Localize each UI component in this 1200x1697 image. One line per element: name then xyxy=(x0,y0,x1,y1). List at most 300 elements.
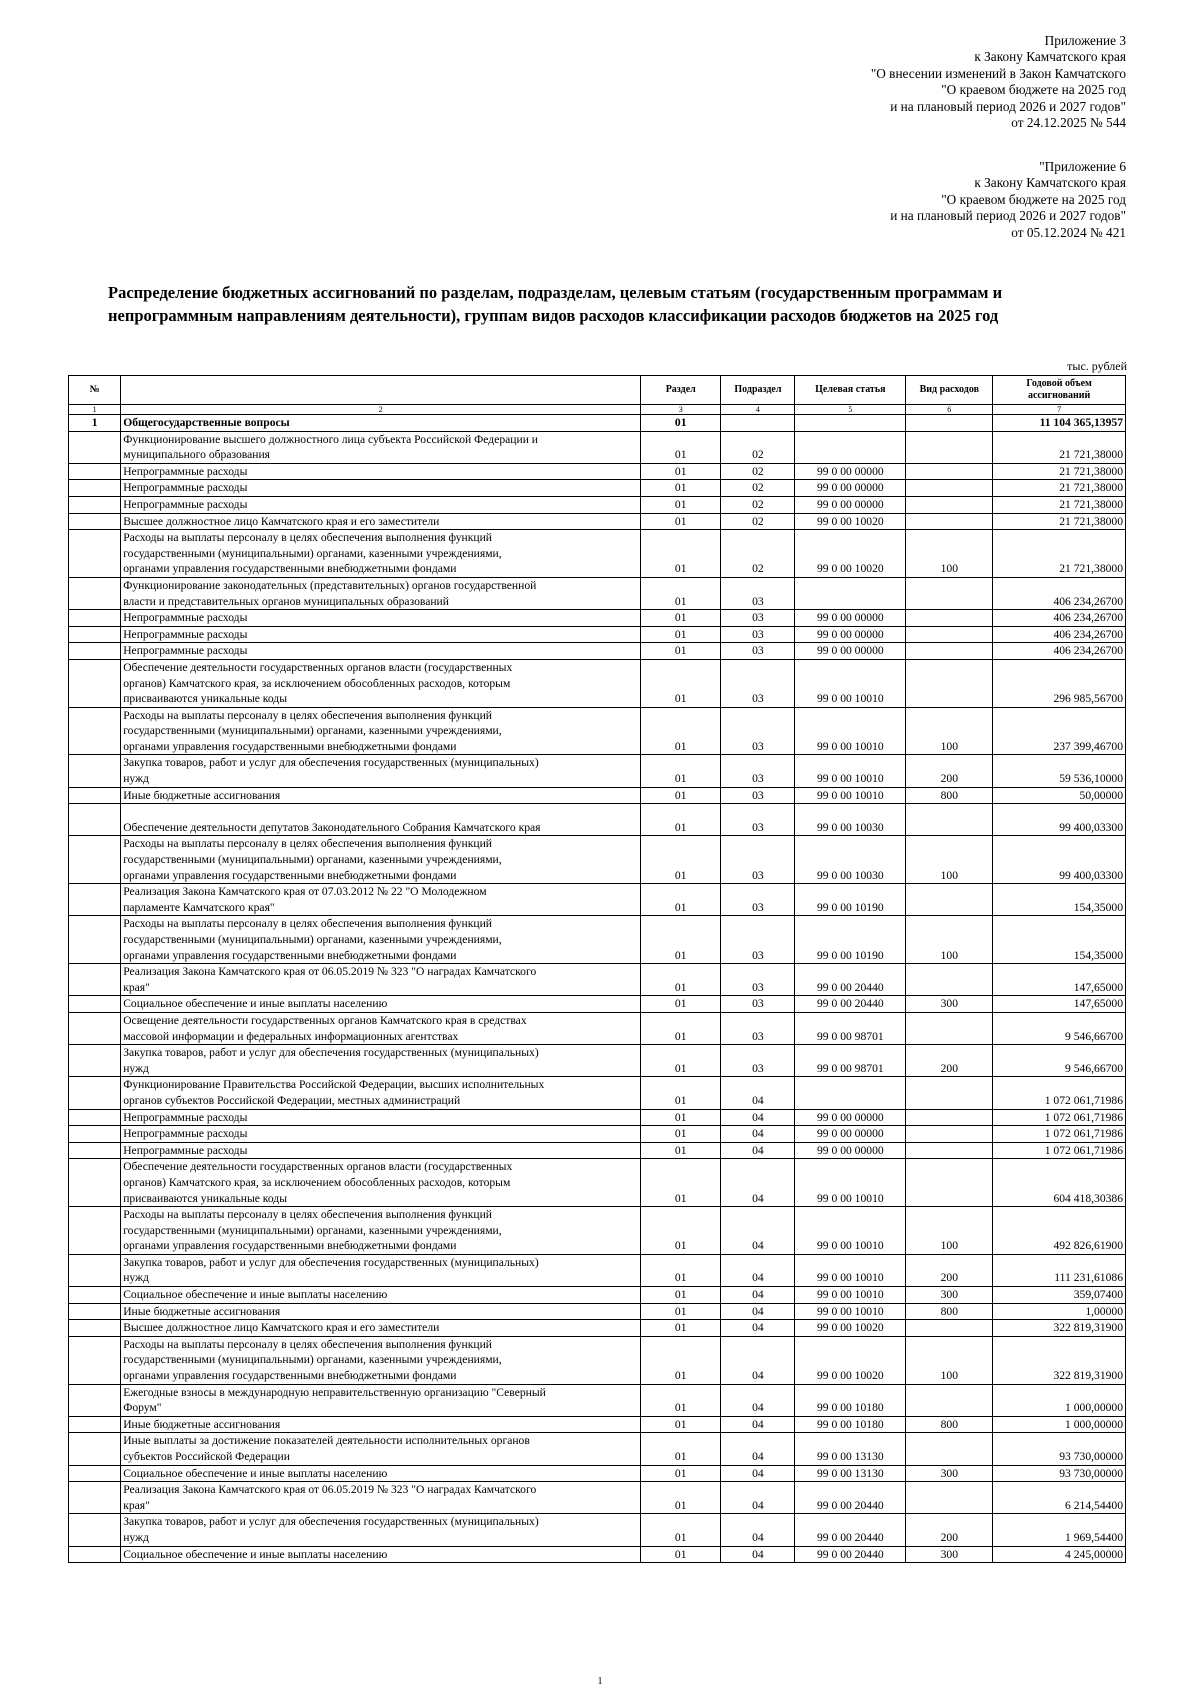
row-name-line: присваиваются уникальные коды xyxy=(123,692,287,706)
row-name xyxy=(121,415,641,432)
row-number xyxy=(69,643,121,660)
row-razdel: 01 xyxy=(640,1077,720,1109)
row-razdel: 01 xyxy=(640,1514,720,1546)
row-razdel: 01 xyxy=(640,496,720,513)
row-amount: 359,07400 xyxy=(993,1287,1126,1304)
row-name-line: Расходы на выплаты персоналу в целях обеспечения выполнения функций xyxy=(123,1208,493,1222)
row-amount: 1 072 061,71986 xyxy=(993,1126,1126,1143)
row-razdel: 01 xyxy=(640,480,720,497)
row-podrazdel: 02 xyxy=(721,463,795,480)
header-line: и на плановый период 2026 и 2027 годов" xyxy=(890,98,1126,114)
row-target-article: 99 0 00 98701 xyxy=(795,1045,906,1077)
row-name-line: Обеспечение деятельности государственных органов власти (государственных xyxy=(123,660,513,674)
row-expense-type xyxy=(906,1320,993,1337)
row-name-line xyxy=(123,804,638,820)
row-target-article: 99 0 00 10180 xyxy=(795,1384,906,1416)
row-name-line: Иные бюджетные ассигнования xyxy=(123,1304,281,1318)
row-expense-type xyxy=(906,804,993,836)
row-podrazdel: 02 xyxy=(721,431,795,463)
row-name xyxy=(121,1012,641,1044)
row-name xyxy=(121,964,641,996)
row-name-line: муниципального образования xyxy=(123,448,270,462)
row-target-article xyxy=(795,431,906,463)
row-number xyxy=(69,755,121,787)
table-header-row xyxy=(69,376,1126,405)
row-number xyxy=(69,1109,121,1126)
row-name-line: нужд xyxy=(123,1271,149,1285)
row-name xyxy=(121,1159,641,1207)
row-target-article: 99 0 00 10010 xyxy=(795,1287,906,1304)
row-name xyxy=(121,1045,641,1077)
row-expense-type: 200 xyxy=(906,1514,993,1546)
row-amount: 1 072 061,71986 xyxy=(993,1109,1126,1126)
header-line: к Закону Камчатского края xyxy=(974,49,1126,65)
row-name xyxy=(121,1142,641,1159)
row-number xyxy=(69,480,121,497)
row-expense-type xyxy=(906,577,993,609)
row-razdel: 01 xyxy=(640,1012,720,1044)
row-name-line: Непрограммные расходы xyxy=(123,481,248,495)
row-podrazdel: 03 xyxy=(721,836,795,884)
row-expense-type: 800 xyxy=(906,1416,993,1433)
row-number xyxy=(69,996,121,1013)
row-razdel: 01 xyxy=(640,463,720,480)
row-name xyxy=(121,1546,641,1563)
row-amount: 1 000,00000 xyxy=(993,1416,1126,1433)
row-podrazdel: 03 xyxy=(721,707,795,755)
row-amount: 11 104 365,13957 xyxy=(993,415,1126,432)
row-name xyxy=(121,1254,641,1286)
row-target-article: 99 0 00 13130 xyxy=(795,1433,906,1465)
row-name-line: нужд xyxy=(123,772,149,786)
row-razdel: 01 xyxy=(640,1546,720,1563)
row-razdel: 01 xyxy=(640,1303,720,1320)
row-name-line: Непрограммные расходы xyxy=(123,497,248,511)
row-podrazdel: 03 xyxy=(721,996,795,1013)
row-target-article: 99 0 00 10180 xyxy=(795,1416,906,1433)
row-podrazdel: 03 xyxy=(721,964,795,996)
row-target-article: 99 0 00 00000 xyxy=(795,463,906,480)
row-name xyxy=(121,884,641,916)
row-amount: 154,35000 xyxy=(993,884,1126,916)
row-razdel: 01 xyxy=(640,1142,720,1159)
row-podrazdel: 03 xyxy=(721,626,795,643)
row-name-line: Непрограммные расходы xyxy=(123,611,248,625)
row-name xyxy=(121,610,641,627)
row-amount: 604 418,30386 xyxy=(993,1159,1126,1207)
row-name xyxy=(121,496,641,513)
row-expense-type xyxy=(906,415,993,432)
row-number xyxy=(69,463,121,480)
row-number xyxy=(69,787,121,804)
row-expense-type xyxy=(906,1433,993,1465)
row-number xyxy=(69,626,121,643)
row-amount: 21 721,38000 xyxy=(993,480,1126,497)
row-name xyxy=(121,1320,641,1337)
row-expense-type: 100 xyxy=(906,1336,993,1384)
row-name-line: Непрограммные расходы xyxy=(123,1110,248,1124)
table-row xyxy=(69,996,1126,1013)
col-header-num: № xyxy=(69,376,121,405)
row-amount: 6 214,54400 xyxy=(993,1482,1126,1514)
row-podrazdel: 03 xyxy=(721,804,795,836)
row-number xyxy=(69,1077,121,1109)
table-row xyxy=(69,836,1126,884)
row-razdel: 01 xyxy=(640,1254,720,1286)
row-razdel: 01 xyxy=(640,659,720,707)
table-row xyxy=(69,431,1126,463)
row-expense-type xyxy=(906,964,993,996)
row-target-article: 99 0 00 10010 xyxy=(795,755,906,787)
row-expense-type xyxy=(906,1159,993,1207)
row-amount: 1,00000 xyxy=(993,1303,1126,1320)
row-number xyxy=(69,1433,121,1465)
row-name-line: присваиваются уникальные коды xyxy=(123,1191,287,1205)
col-number: 2 xyxy=(121,405,641,415)
table-row xyxy=(69,1465,1126,1482)
row-expense-type xyxy=(906,626,993,643)
row-razdel: 01 xyxy=(640,1159,720,1207)
row-podrazdel: 04 xyxy=(721,1077,795,1109)
row-name-line: органов субъектов Российской Федерации, местных администраций xyxy=(123,1093,461,1107)
row-name-line: власти и представительных органов муниципальных образований xyxy=(123,594,449,608)
row-expense-type xyxy=(906,1482,993,1514)
row-razdel: 01 xyxy=(640,916,720,964)
row-expense-type: 100 xyxy=(906,1207,993,1255)
row-podrazdel: 04 xyxy=(721,1482,795,1514)
col-number: 1 xyxy=(69,405,121,415)
row-name xyxy=(121,707,641,755)
table-row xyxy=(69,1159,1126,1207)
table-row xyxy=(69,1142,1126,1159)
header-line: к Закону Камчатского края xyxy=(974,175,1126,191)
row-target-article: 99 0 00 10010 xyxy=(795,1303,906,1320)
row-podrazdel: 04 xyxy=(721,1465,795,1482)
row-razdel: 01 xyxy=(640,431,720,463)
row-expense-type xyxy=(906,463,993,480)
row-name-line: Освещение деятельности государственных органов Камчатского края в средствах xyxy=(123,1013,527,1027)
row-expense-type: 100 xyxy=(906,707,993,755)
table-row xyxy=(69,1303,1126,1320)
row-razdel: 01 xyxy=(640,804,720,836)
row-podrazdel: 03 xyxy=(721,787,795,804)
row-podrazdel: 04 xyxy=(721,1546,795,1563)
row-number xyxy=(69,1012,121,1044)
table-row xyxy=(69,1546,1126,1563)
row-name xyxy=(121,1303,641,1320)
row-name-line: Обеспечение деятельности государственных органов власти (государственных xyxy=(123,1160,513,1174)
row-podrazdel: 04 xyxy=(721,1254,795,1286)
row-name-line: Высшее должностное лицо Камчатского края и его заместители xyxy=(123,514,440,528)
row-amount: 21 721,38000 xyxy=(993,530,1126,578)
row-name-line: парламенте Камчатского края" xyxy=(123,900,275,914)
row-amount: 111 231,61086 xyxy=(993,1254,1126,1286)
row-target-article xyxy=(795,1077,906,1109)
row-expense-type: 300 xyxy=(906,996,993,1013)
table-row xyxy=(69,1207,1126,1255)
row-target-article: 99 0 00 00000 xyxy=(795,480,906,497)
row-name-line: Реализация Закона Камчатского края от 06.05.2019 № 323 "О наградах Камчатского xyxy=(123,965,537,979)
row-name xyxy=(121,804,641,836)
budget-table xyxy=(68,375,1126,1563)
table-row xyxy=(69,1045,1126,1077)
row-number: 1 xyxy=(69,415,121,432)
row-expense-type xyxy=(906,610,993,627)
row-expense-type: 200 xyxy=(906,1045,993,1077)
table-row xyxy=(69,1482,1126,1514)
row-amount: 322 819,31900 xyxy=(993,1320,1126,1337)
row-name xyxy=(121,1482,641,1514)
row-target-article: 99 0 00 10010 xyxy=(795,1159,906,1207)
table-row xyxy=(69,659,1126,707)
row-podrazdel: 04 xyxy=(721,1287,795,1304)
row-target-article: 99 0 00 00000 xyxy=(795,1142,906,1159)
row-name-line: органов) Камчатского края, за исключением обособленных расходов, которым xyxy=(123,676,511,690)
row-target-article: 99 0 00 20440 xyxy=(795,1482,906,1514)
row-expense-type xyxy=(906,1077,993,1109)
table-row xyxy=(69,1514,1126,1546)
row-razdel: 01 xyxy=(640,787,720,804)
row-name-line: государственными (муниципальными) органами, казенными учреждениями, xyxy=(123,933,502,946)
row-amount: 492 826,61900 xyxy=(993,1207,1126,1255)
row-name-line: нужд xyxy=(123,1061,149,1075)
row-target-article xyxy=(795,577,906,609)
row-target-article: 99 0 00 20440 xyxy=(795,996,906,1013)
row-name-line: Непрограммные расходы xyxy=(123,644,248,658)
row-number xyxy=(69,577,121,609)
row-target-article: 99 0 00 00000 xyxy=(795,1109,906,1126)
row-number xyxy=(69,804,121,836)
row-name xyxy=(121,787,641,804)
row-razdel: 01 xyxy=(640,1320,720,1337)
table-row xyxy=(69,964,1126,996)
row-razdel: 01 xyxy=(640,1384,720,1416)
row-expense-type xyxy=(906,496,993,513)
row-number xyxy=(69,1416,121,1433)
table-row xyxy=(69,643,1126,660)
row-number xyxy=(69,659,121,707)
row-podrazdel: 04 xyxy=(721,1336,795,1384)
row-target-article: 99 0 00 10020 xyxy=(795,1320,906,1337)
unit-label: тыс. рублей xyxy=(1067,359,1127,373)
row-name xyxy=(121,530,641,578)
row-podrazdel: 04 xyxy=(721,1303,795,1320)
table-row xyxy=(69,415,1126,432)
row-name xyxy=(121,1077,641,1109)
row-expense-type xyxy=(906,1012,993,1044)
row-target-article: 99 0 00 10020 xyxy=(795,530,906,578)
row-name-line: Непрограммные расходы xyxy=(123,627,248,641)
row-amount: 406 234,26700 xyxy=(993,577,1126,609)
row-target-article: 99 0 00 20440 xyxy=(795,1514,906,1546)
row-razdel: 01 xyxy=(640,513,720,530)
table-row xyxy=(69,610,1126,627)
table-row xyxy=(69,480,1126,497)
row-target-article: 99 0 00 00000 xyxy=(795,610,906,627)
row-number xyxy=(69,1254,121,1286)
row-expense-type xyxy=(906,884,993,916)
row-amount: 1 072 061,71986 xyxy=(993,1077,1126,1109)
row-target-article: 99 0 00 00000 xyxy=(795,496,906,513)
row-name-line: Непрограммные расходы xyxy=(123,464,248,478)
table-body xyxy=(69,415,1126,1563)
row-podrazdel: 04 xyxy=(721,1384,795,1416)
table-row xyxy=(69,1109,1126,1126)
row-target-article: 99 0 00 10010 xyxy=(795,1207,906,1255)
row-name-line: государственными (муниципальными) органами, казенными учреждениями, xyxy=(123,1223,502,1237)
row-amount: 21 721,38000 xyxy=(993,463,1126,480)
row-name-line: государственными (муниципальными) органами, казенными учреждениями, xyxy=(123,853,502,867)
table-row xyxy=(69,1077,1126,1109)
row-name xyxy=(121,1287,641,1304)
header-line: "Приложение 6 xyxy=(1039,159,1126,174)
row-razdel: 01 xyxy=(640,964,720,996)
row-podrazdel: 03 xyxy=(721,1045,795,1077)
row-number xyxy=(69,916,121,964)
row-target-article: 99 0 00 00000 xyxy=(795,626,906,643)
header-line: Приложение 3 xyxy=(1044,33,1126,48)
table-row xyxy=(69,626,1126,643)
header-line: от 24.12.2025 № 544 xyxy=(1011,115,1126,131)
row-name xyxy=(121,1109,641,1126)
row-name-line: Непрограммные расходы xyxy=(123,1143,248,1157)
row-amount: 59 536,10000 xyxy=(993,755,1126,787)
table-row xyxy=(69,1126,1126,1143)
row-expense-type xyxy=(906,659,993,707)
row-podrazdel: 02 xyxy=(721,513,795,530)
row-number xyxy=(69,1482,121,1514)
row-name xyxy=(121,643,641,660)
row-name-line: государственными (муниципальными) органами, казенными учреждениями, xyxy=(123,546,502,560)
row-razdel: 01 xyxy=(640,1126,720,1143)
row-target-article: 99 0 00 10020 xyxy=(795,1336,906,1384)
row-razdel: 01 xyxy=(640,1287,720,1304)
row-name xyxy=(121,463,641,480)
row-razdel: 01 xyxy=(640,1465,720,1482)
row-name-line: Закупка товаров, работ и услуг для обеспечения государственных (муниципальных) xyxy=(123,1046,539,1060)
row-expense-type xyxy=(906,1142,993,1159)
row-podrazdel: 03 xyxy=(721,1012,795,1044)
col-header-expense-type: Вид расходов xyxy=(906,376,993,405)
row-name xyxy=(121,480,641,497)
table-row xyxy=(69,530,1126,578)
row-number xyxy=(69,1142,121,1159)
row-razdel: 01 xyxy=(640,996,720,1013)
row-expense-type: 300 xyxy=(906,1465,993,1482)
row-number xyxy=(69,836,121,884)
row-expense-type: 300 xyxy=(906,1287,993,1304)
row-name-line: Иные бюджетные ассигнования xyxy=(123,788,281,802)
row-podrazdel: 03 xyxy=(721,577,795,609)
row-name xyxy=(121,431,641,463)
table-row xyxy=(69,1384,1126,1416)
row-name-line: Функционирование высшего должностного лица субъекта Российской Федерации и xyxy=(123,432,539,446)
row-target-article: 99 0 00 10020 xyxy=(795,513,906,530)
row-name xyxy=(121,1514,641,1546)
row-name xyxy=(121,996,641,1013)
row-number xyxy=(69,1465,121,1482)
row-podrazdel: 04 xyxy=(721,1109,795,1126)
row-name xyxy=(121,513,641,530)
row-amount: 4 245,00000 xyxy=(993,1546,1126,1563)
row-name-line: Функционирование законодательных (представительных) органов государственной xyxy=(123,578,537,592)
col-header-razdel: Раздел xyxy=(640,376,720,405)
row-target-article: 99 0 00 10190 xyxy=(795,884,906,916)
row-target-article: 99 0 00 10030 xyxy=(795,804,906,836)
row-name-line: Общегосударственные вопросы xyxy=(123,416,290,429)
row-target-article: 99 0 00 10010 xyxy=(795,1254,906,1286)
row-name-line: Реализация Закона Камчатского края от 06.05.2019 № 323 "О наградах Камчатского xyxy=(123,1483,537,1497)
row-name-line: Социальное обеспечение и иные выплаты населению xyxy=(123,997,388,1011)
row-podrazdel: 04 xyxy=(721,1207,795,1255)
row-name-line: государственными (муниципальными) органами, казенными учреждениями, xyxy=(123,724,502,738)
col-number: 7 xyxy=(993,405,1126,415)
row-razdel: 01 xyxy=(640,1045,720,1077)
row-expense-type xyxy=(906,480,993,497)
row-name-line: Социальное обеспечение и иные выплаты населению xyxy=(123,1547,388,1561)
row-name-line: субъектов Российской Федерации xyxy=(123,1450,290,1463)
row-target-article: 99 0 00 98701 xyxy=(795,1012,906,1044)
row-amount: 93 730,00000 xyxy=(993,1465,1126,1482)
row-amount: 93 730,00000 xyxy=(993,1433,1126,1465)
row-amount: 322 819,31900 xyxy=(993,1336,1126,1384)
row-amount: 21 721,38000 xyxy=(993,496,1126,513)
row-razdel: 01 xyxy=(640,610,720,627)
row-razdel: 01 xyxy=(640,1207,720,1255)
table-row xyxy=(69,755,1126,787)
row-name-line: края" xyxy=(123,1498,150,1512)
row-name-line: Закупка товаров, работ и услуг для обеспечения государственных (муниципальных) xyxy=(123,1255,539,1269)
row-amount: 154,35000 xyxy=(993,916,1126,964)
row-name-line: Ежегодные взносы в международную неправительственную организацию "Северный xyxy=(123,1385,546,1399)
row-name-line: Расходы на выплаты персоналу в целях обеспечения выполнения функций xyxy=(123,917,493,931)
row-amount: 50,00000 xyxy=(993,787,1126,804)
row-podrazdel: 04 xyxy=(721,1433,795,1465)
table-row xyxy=(69,1320,1126,1337)
row-target-article: 99 0 00 20440 xyxy=(795,964,906,996)
row-amount: 1 969,54400 xyxy=(993,1514,1126,1546)
row-number xyxy=(69,1514,121,1546)
row-name-line: Иные бюджетные ассигнования xyxy=(123,1417,281,1431)
row-number xyxy=(69,1546,121,1563)
row-target-article: 99 0 00 00000 xyxy=(795,643,906,660)
row-number xyxy=(69,964,121,996)
table-row xyxy=(69,707,1126,755)
row-name xyxy=(121,1433,641,1465)
row-name xyxy=(121,916,641,964)
row-number xyxy=(69,1045,121,1077)
row-name-line: края" xyxy=(123,980,150,994)
table-row xyxy=(69,463,1126,480)
row-name xyxy=(121,836,641,884)
row-expense-type: 100 xyxy=(906,916,993,964)
row-name-line: нужд xyxy=(123,1530,149,1544)
row-podrazdel: 03 xyxy=(721,755,795,787)
row-podrazdel: 03 xyxy=(721,884,795,916)
row-podrazdel: 04 xyxy=(721,1416,795,1433)
row-razdel: 01 xyxy=(640,884,720,916)
row-amount: 99 400,03300 xyxy=(993,836,1126,884)
row-target-article: 99 0 00 10030 xyxy=(795,836,906,884)
col-number: 5 xyxy=(795,405,906,415)
row-target-article: 99 0 00 10010 xyxy=(795,787,906,804)
row-name-line: Социальное обеспечение и иные выплаты населению xyxy=(123,1466,388,1480)
row-razdel: 01 xyxy=(640,707,720,755)
table-row xyxy=(69,1416,1126,1433)
row-amount: 9 546,66700 xyxy=(993,1012,1126,1044)
document-title: Распределение бюджетных ассигнований по разделам, подразделам, целевым статьям (государственным программам и непрограммным направлениям деятельности), группам видов расходов классификации расходов бюджетов на 2025 год xyxy=(108,283,1003,325)
row-amount: 237 399,46700 xyxy=(993,707,1126,755)
